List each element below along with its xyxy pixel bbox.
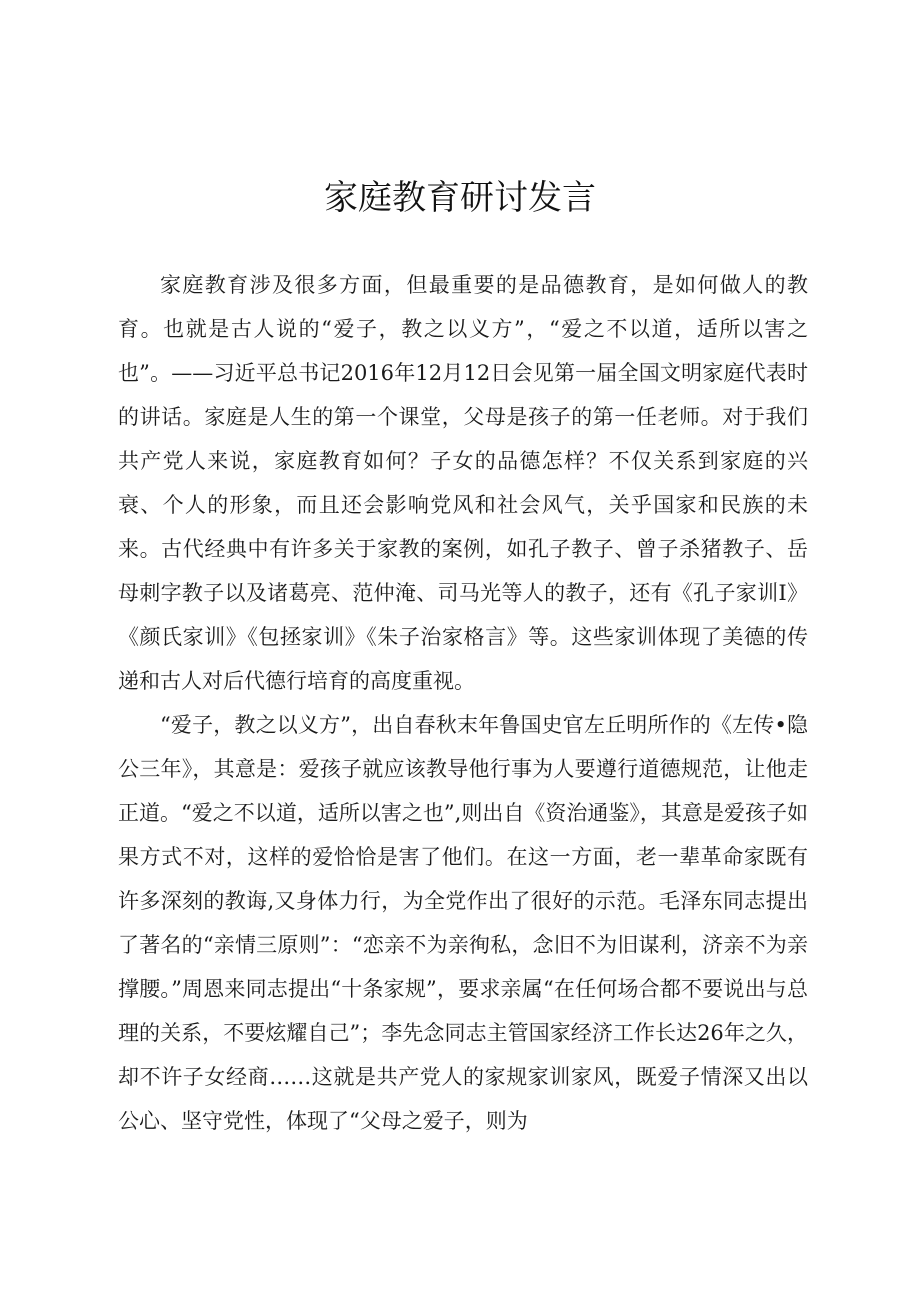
document-title: 家庭教育研讨发言 (324, 178, 596, 218)
paragraph-2: “爱子，教之以义方”，出自春秋末年鲁国史官左丘明所作的《左传•隐公三年》，其意是：爱孩子就应该教导他行事为人要遵行道德规范，让他走正道。“爱之不以道，适所以害之也”,则出自《资治通鉴》，其意是爱孩子如果方式不对，这样的爱恰恰是害了他们。在这一方面，老一辈革命家既有许多深刻的教诲,又身体力行，为全党作出了很好的示范。毛泽东同志提出了著名的“亲情三原则”：“恋亲不为亲徇私，念旧不为旧谋利，济亲不为亲撑腰。”周恩来同志提出“十条家规”，要求亲属“在任何场合都不要说出与总理的关系，不要炫耀自己”；李先念同志主管国家经济工作长达26年之久，却不许子女经商……这就是共产党人的家规家训家风，既爱子情深又出以公心、坚守党性，体现了“父母之爱子，则为 (118, 713, 808, 1133)
paragraph-1: 家庭教育涉及很多方面，但最重要的是品德教育，是如何做人的教育。也就是古人说的“爱子，教之以义方”，“爱之不以道，适所以害之也”。——习近平总书记2016年12月12日会见第一届全国文明家庭代表时的讲话。家庭是人生的第一个课堂，父母是孩子的第一任老师。对于我们共产党人来说，家庭教育如何？子女的品德怎样？不仅关系到家庭的兴衰、个人的形象，而且还会影响党风和社会风气，关乎国家和民族的未来。古代经典中有许多关于家教的案例，如孔子教子、曾子杀猪教子、岳母刺字教子以及诸葛亮、范仲淹、司马光等人的教子，还有《孔子家训I》《颜氏家训》《包拯家训》《朱子治家格言》等。这些家训体现了美德的传递和古人对后代德行培育的高度重视。 (118, 273, 808, 693)
document-body (118, 263, 808, 1143)
